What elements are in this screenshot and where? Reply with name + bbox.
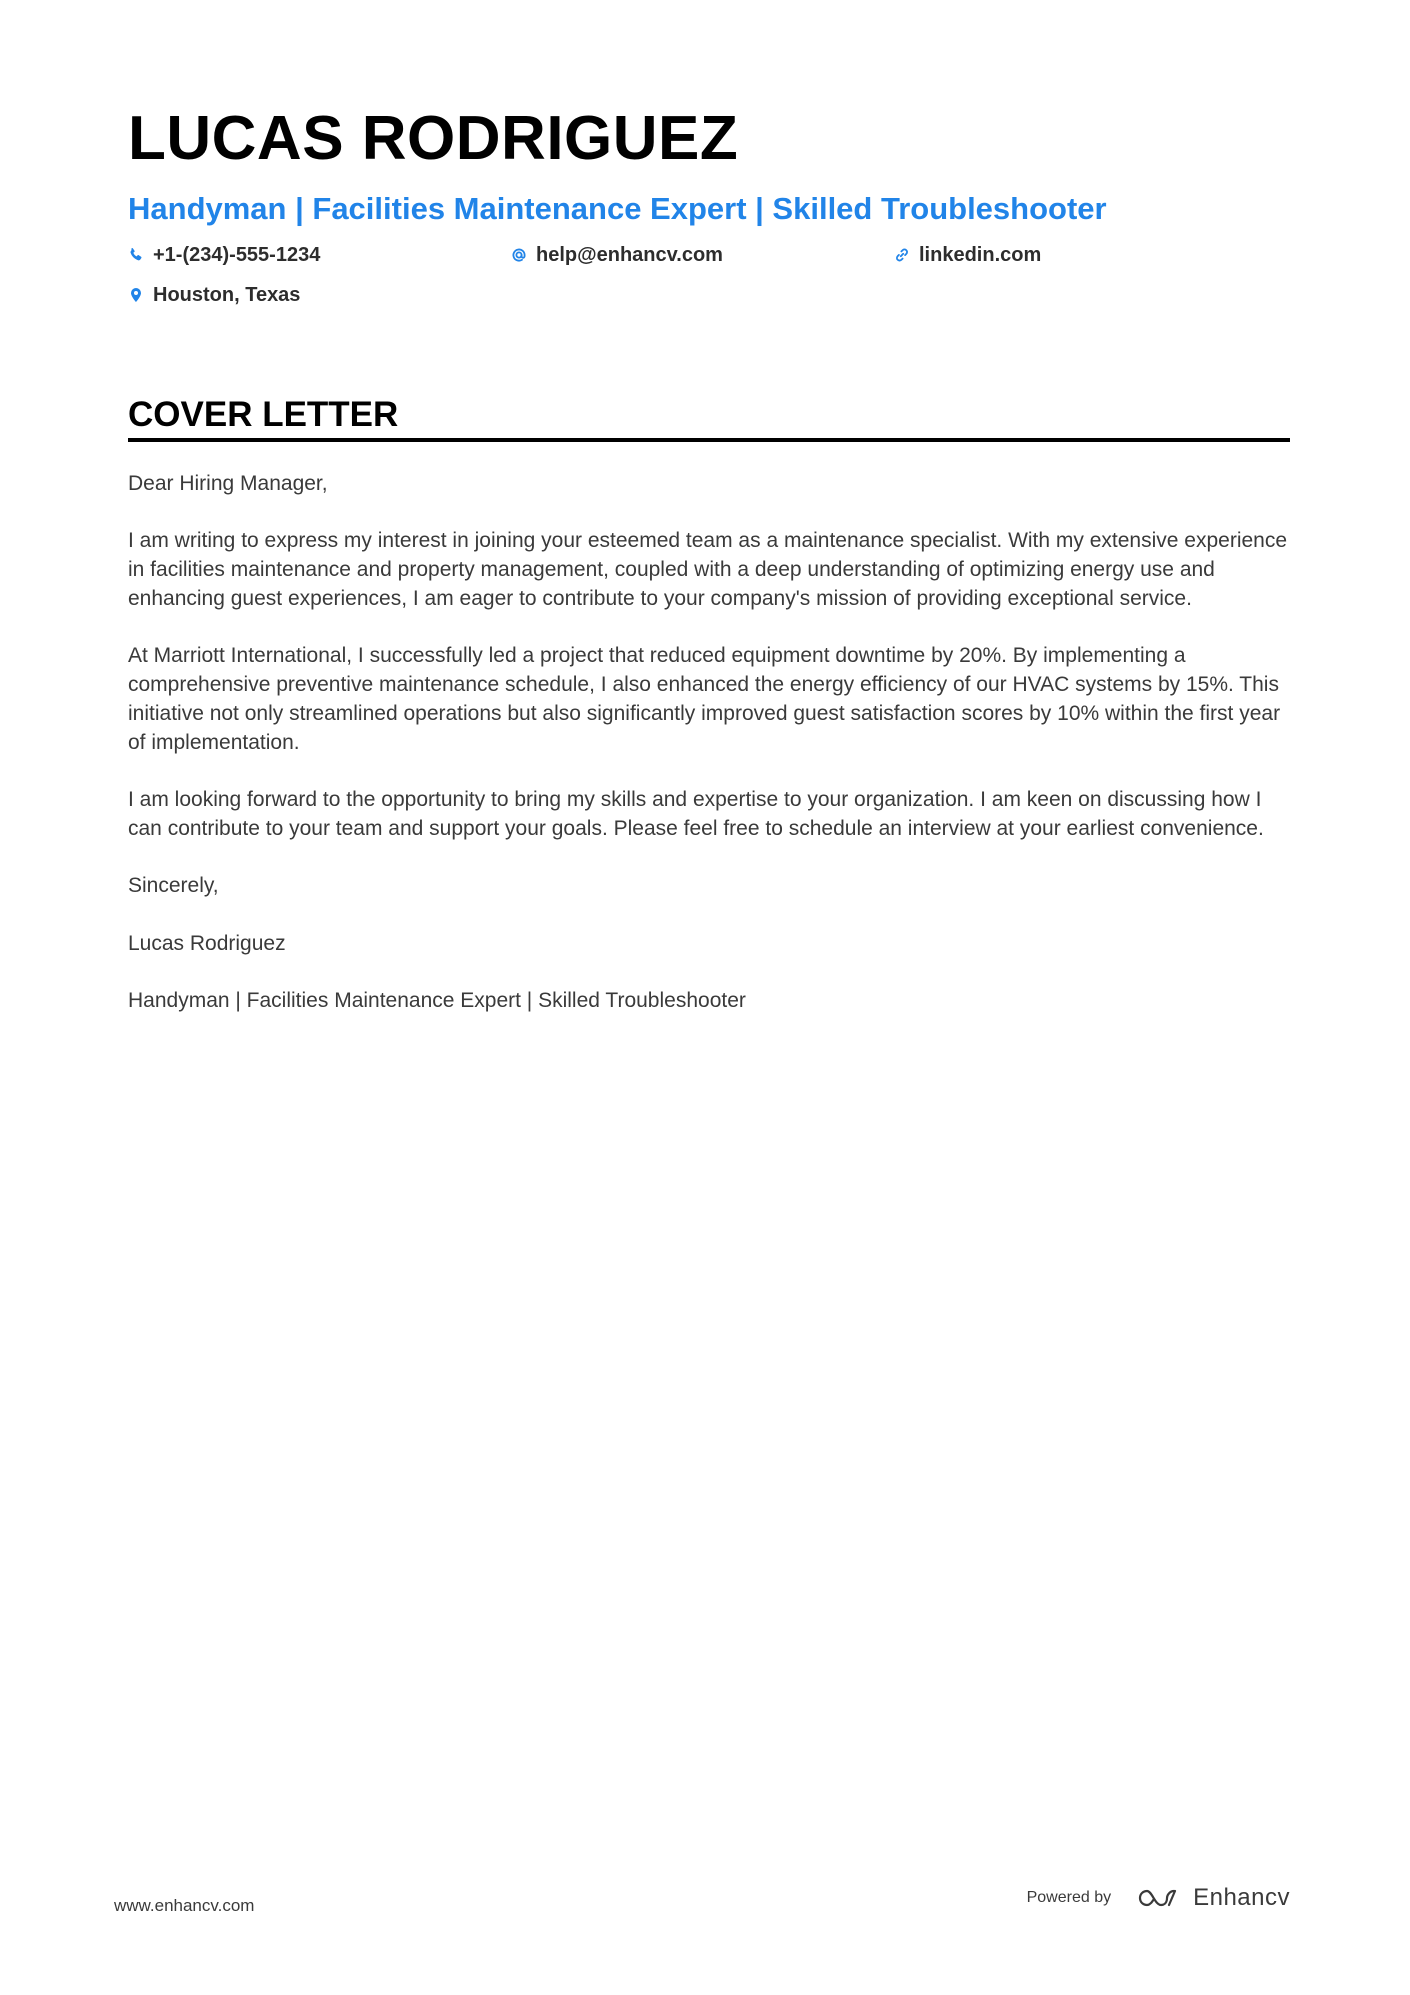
contact-email-text: help@enhancv.com: [536, 244, 723, 266]
contact-website: [894, 245, 1041, 265]
at-icon: [511, 247, 527, 263]
signature-name: Lucas Rodriguez: [128, 931, 286, 955]
letter-paragraph: I am looking forward to the opportunity to bring my skills and expertise to your organization. I am keen on discussing how I can contribute to your team and support your goals. Please feel free to schedule an interview at your earliest convenience.: [128, 788, 1264, 840]
candidate-headline: Handyman | Facilities Maintenance Expert | Skilled Troubleshooter: [128, 191, 1107, 226]
contact-website-text: linkedin.com: [919, 244, 1042, 266]
contact-location: [128, 285, 300, 305]
contact-location-text: Houston, Texas: [153, 284, 301, 306]
letter-paragraph: I am writing to express my interest in joining your esteemed team as a maintenance specialist. With my extensive experience in facilities maintenance and property management, coupled with a deep understanding of optimizing energy use and enhancing guest experiences, I am eager to contribute to your company's mission of providing exceptional service.: [128, 529, 1288, 610]
section-title: COVER LETTER: [128, 395, 399, 434]
enhancv-logo-icon: [1137, 1885, 1183, 1911]
candidate-name: LUCAS RODRIGUEZ: [128, 104, 739, 173]
signature-title: Handyman | Facilities Maintenance Expert | Skilled Troubleshooter: [128, 989, 746, 1013]
letter-body: [128, 470, 1290, 1045]
brand-logo[interactable]: [1137, 1884, 1290, 1912]
powered-by-label: Powered by: [1026, 1889, 1112, 1906]
letter-closing: Sincerely,: [128, 874, 219, 898]
contact-phone-text: +1-(234)-555-1234: [153, 244, 321, 266]
brand-name: Enhancv: [1193, 1884, 1290, 1911]
section-divider: [128, 438, 1290, 442]
letter-paragraph: At Marriott International, I successfully led a project that reduced equipment downtime by 20%. By implementing a comprehensive preventive maintenance schedule, I also enhanced the energy efficiency of our HVAC systems by 15%. This initiative not only streamlined operations but also significantly improved guest satisfaction scores by 10% within the first year of implementation.: [128, 644, 1281, 754]
link-icon: [894, 247, 910, 263]
footer-branding: [1027, 1884, 1290, 1912]
contact-phone: [128, 245, 320, 265]
location-pin-icon: [128, 287, 144, 303]
footer-website[interactable]: www.enhancv.com: [114, 1896, 255, 1915]
contact-email: [511, 245, 723, 265]
letter-greeting: Dear Hiring Manager,: [128, 472, 328, 495]
phone-icon: [128, 247, 144, 263]
